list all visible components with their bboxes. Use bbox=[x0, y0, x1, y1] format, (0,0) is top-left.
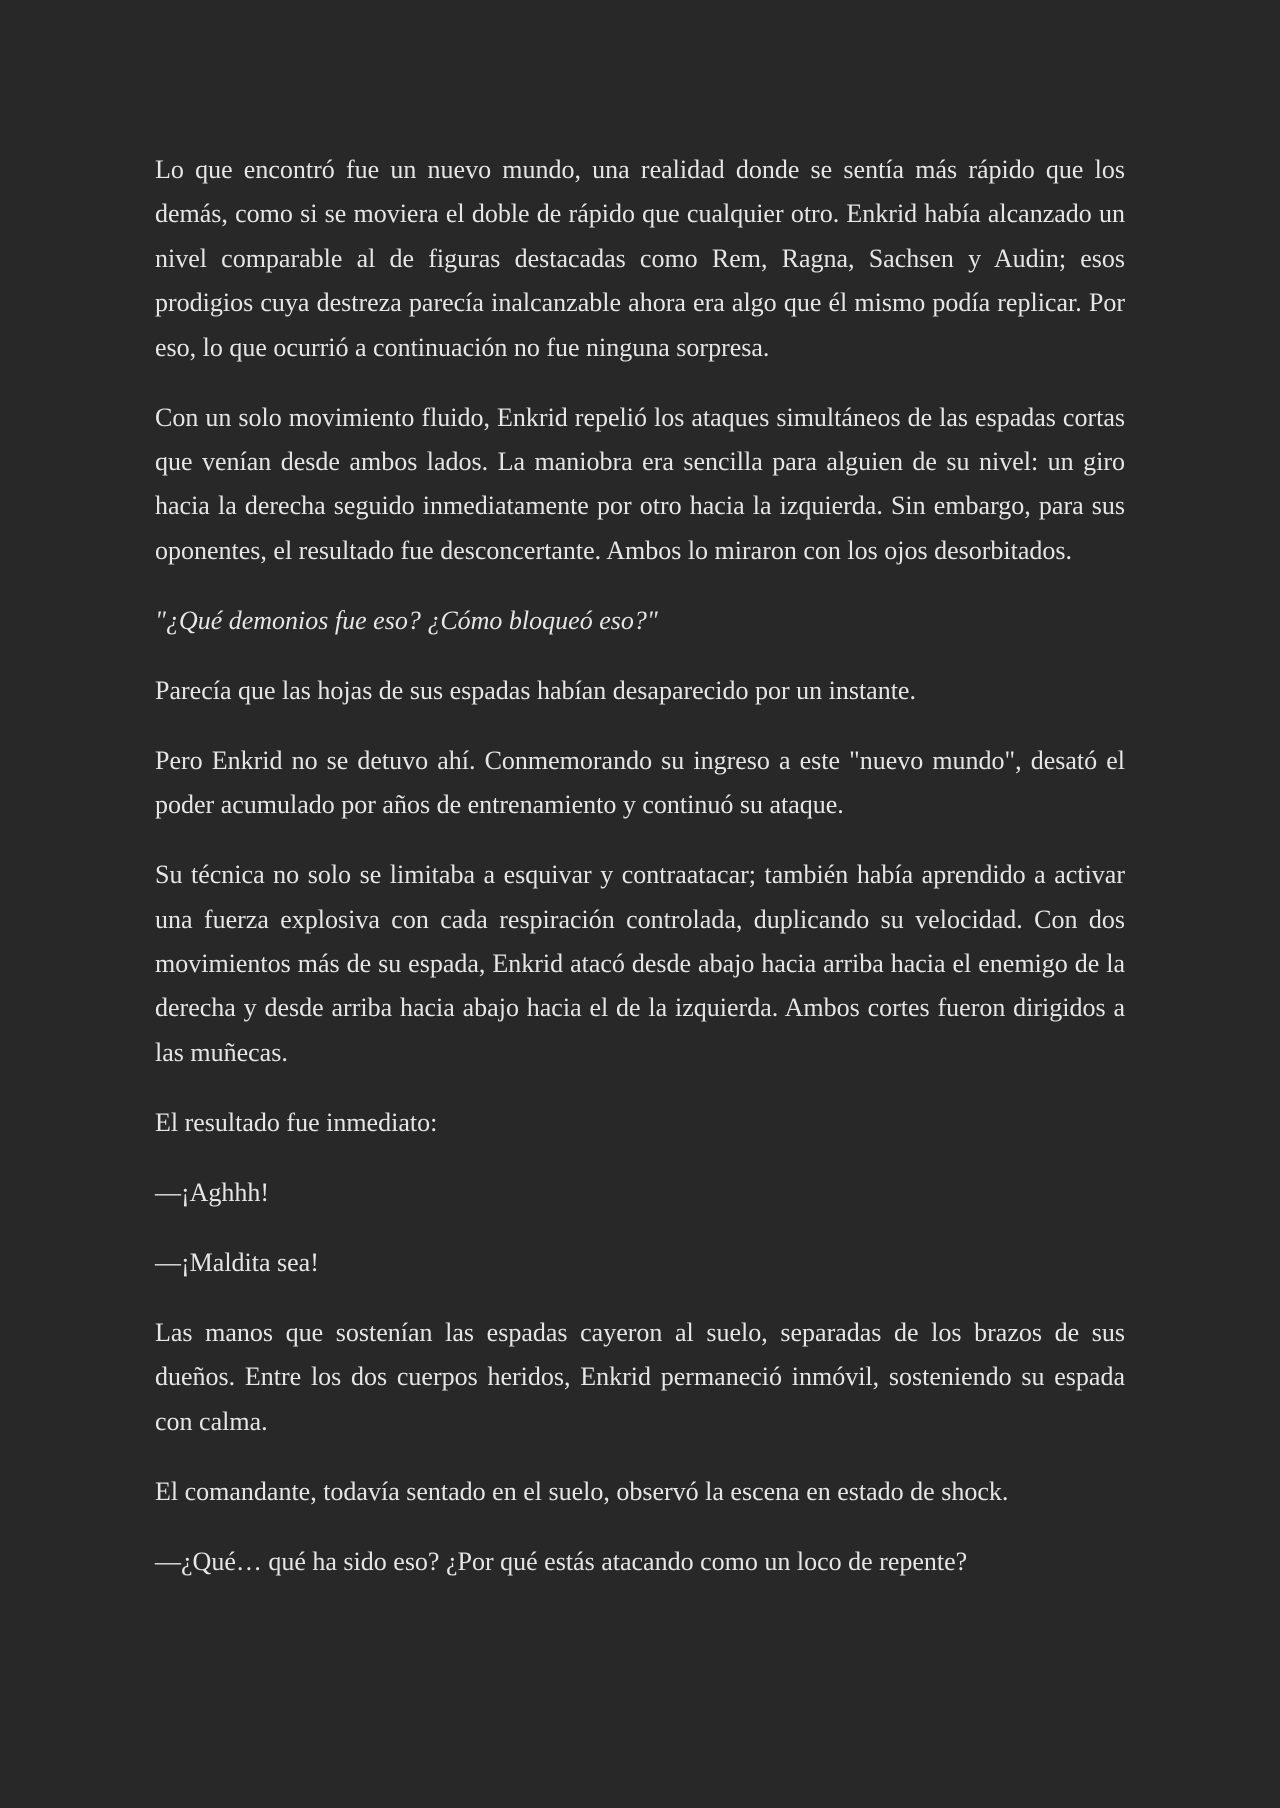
paragraph-5: Pero Enkrid no se detuvo ahí. Conmemorando su ingreso a este "nuevo mundo", desató el poder acumulado por años de entrenamiento y continuó su ataque. bbox=[155, 745, 1125, 820]
chapter-text bbox=[155, 148, 1125, 1610]
paragraph-6: Su técnica no solo se limitaba a esquivar y contraatacar; también había aprendido a activar una fuerza explosiva con cada respiración controlada, duplicando su velocidad. Con dos movimientos más de su espada, Enkrid atacó desde abajo hacia arriba hacia el enemigo de la derecha y desde arriba hacia abajo hacia el de la izquierda. Ambos cortes fueron dirigidos a las muñecas. bbox=[155, 860, 1125, 1067]
paragraph-4: Parecía que las hojas de sus espadas habían desaparecido por un instante. bbox=[155, 675, 916, 705]
paragraph-2: Con un solo movimiento fluido, Enkrid repelió los ataques simultáneos de las espadas cortas que venían desde ambos lados. La maniobra era sencilla para alguien de su nivel: un giro hacia la derecha seguido inmediatamente por otro hacia la izquierda. Sin embargo, para sus oponentes, el resultado fue desconcertante. Ambos lo miraron con los ojos desorbitados. bbox=[155, 402, 1125, 565]
paragraph-11: El comandante, todavía sentado en el suelo, observó la escena en estado de shock. bbox=[155, 1476, 1009, 1506]
dialogue-line-1: —¡Aghhh! bbox=[155, 1177, 270, 1207]
paragraph-10: Las manos que sostenían las espadas cayeron al suelo, separadas de los brazos de sus dueños. Entre los dos cuerpos heridos, Enkrid permaneció inmóvil, sosteniendo su espada con calma. bbox=[155, 1317, 1125, 1436]
dialogue-line-3: —¿Qué… qué ha sido eso? ¿Por qué estás atacando como un loco de repente? bbox=[155, 1546, 968, 1576]
dialogue-line-2: —¡Maldita sea! bbox=[155, 1247, 319, 1277]
paragraph-1: Lo que encontró fue un nuevo mundo, una realidad donde se sentía más rápido que los demás, como si se moviera el doble de rápido que cualquier otro. Enkrid había alcanzado un nivel comparable al de figuras destacadas como Rem, Ragna, Sachsen y Audin; esos prodigios cuya destreza parecía inalcanzable ahora era algo que él mismo podía replicar. Por eso, lo que ocurrió a continuación no fue ninguna sorpresa. bbox=[155, 155, 1125, 362]
paragraph-7: El resultado fue inmediato: bbox=[155, 1107, 438, 1137]
paragraph-3-italic-thought: "¿Qué demonios fue eso? ¿Cómo bloqueó eso?" bbox=[155, 605, 658, 635]
